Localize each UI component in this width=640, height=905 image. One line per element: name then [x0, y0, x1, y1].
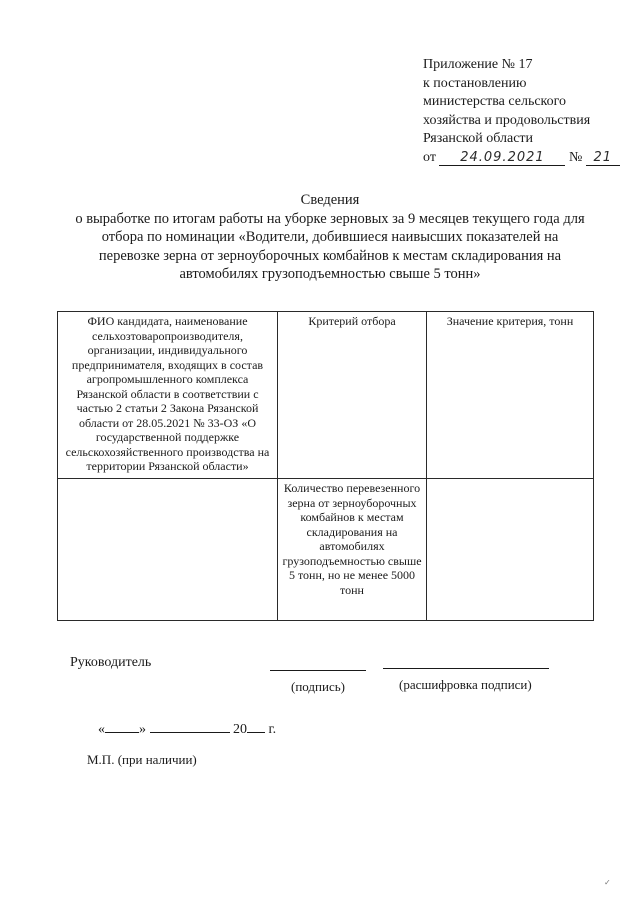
header-criterion-cell: Критерий отбора: [278, 312, 427, 479]
month-blank[interactable]: [150, 720, 230, 733]
appendix-line-4: хозяйства и продовольствия: [423, 112, 591, 128]
appendix-date-line: [423, 149, 633, 168]
candidate-entry-cell[interactable]: [58, 479, 278, 621]
criterion-description-cell: Количество перевезенного зерна от зерноуборочных комбайнов к местам складирования на автомобилях грузоподъемностью свыше 5 тонн, но не менее 5000 тонн: [278, 479, 427, 621]
year-blank[interactable]: [247, 720, 265, 733]
signature-caption: (подпись): [291, 679, 345, 694]
appendix-header: [423, 56, 633, 167]
year-prefix: 20: [233, 722, 247, 737]
day-blank[interactable]: [105, 720, 139, 733]
head-signature-label: Руководитель: [70, 655, 152, 670]
signature-decoding-line[interactable]: [383, 668, 549, 669]
heading-line-1: о выработке по итогам работы на уборке зерновых за 9 месяцев текущего года для: [75, 210, 585, 227]
heading-line-3: перевозке зерна от зерноуборочных комбайнов к местам складирования на: [98, 247, 562, 264]
header-value-cell: Значение критерия, тонн: [427, 312, 594, 479]
heading-line-4: автомобилях грузоподъемностью свыше 5 тонн»: [179, 266, 481, 282]
date-close-quote: »: [139, 722, 146, 737]
handwritten-date: 24.09.2021: [439, 151, 565, 166]
document-heading: [40, 191, 620, 284]
signature-line[interactable]: [270, 670, 366, 671]
appendix-line-2: к постановлению: [423, 75, 527, 91]
table-header-row: [58, 312, 594, 479]
appendix-number: Приложение № 17: [423, 57, 533, 72]
stamp-note: М.П. (при наличии): [87, 752, 197, 767]
corner-mark: ✓: [604, 878, 611, 887]
date-fill-line: [98, 720, 276, 738]
table-row: [58, 479, 594, 621]
value-entry-cell[interactable]: [427, 479, 594, 621]
date-open-quote: «: [98, 722, 105, 737]
number-label: №: [568, 149, 583, 165]
appendix-line-3: министерства сельского: [423, 94, 567, 109]
decoding-caption: (расшифровка подписи): [399, 677, 532, 692]
appendix-line-5: Рязанской области: [423, 131, 534, 146]
heading-line-2: отбора по номинации «Водители, добившиеся наивысших показателей на: [101, 229, 559, 245]
report-table: [57, 311, 594, 621]
year-suffix: г.: [268, 722, 277, 737]
heading-title: Сведения: [300, 192, 360, 208]
handwritten-number: 21: [586, 151, 620, 166]
from-label: от: [423, 149, 436, 165]
header-candidate-cell: ФИО кандидата, наименование сельхозтоваропроизводителя, организации, индивидуального предпринимателя, входящих в состав агропромышленного комплекса Рязанской области в соответствии с частью 2 статьи 2 Закона Рязанской области от 28.05.2021 № 33-ОЗ «О государственной поддержке сельскохозяйственного производства на территории Рязанской области»: [58, 312, 278, 479]
